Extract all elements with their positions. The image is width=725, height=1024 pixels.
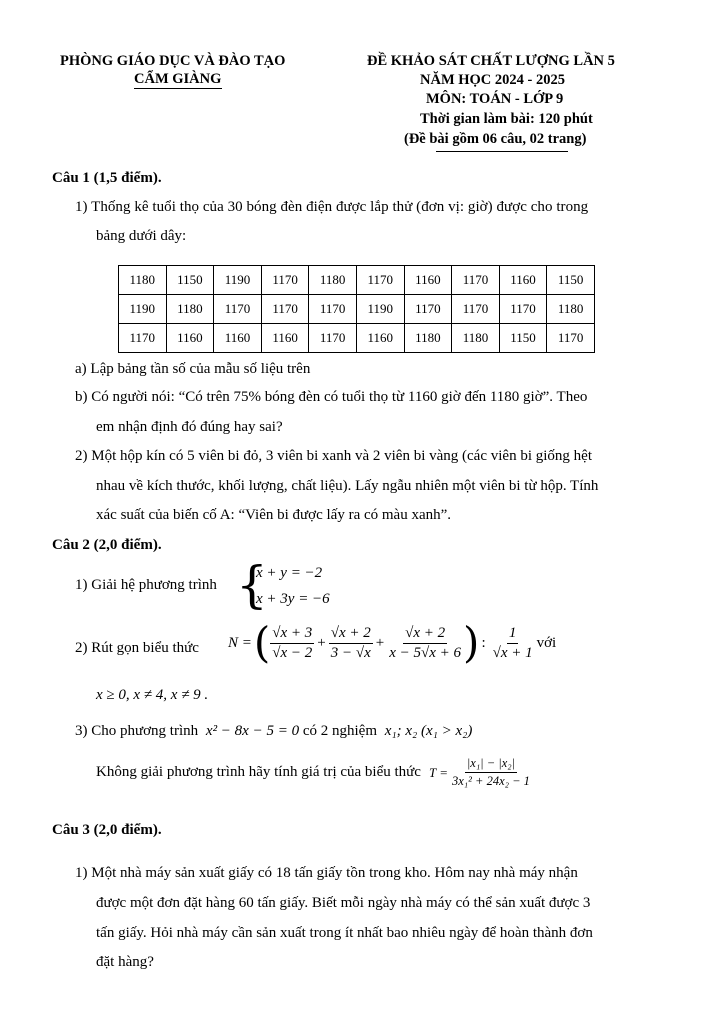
exam-time: Thời gian làm bài: 120 phút xyxy=(420,111,593,127)
fraction-denominator: 3 − √x xyxy=(330,644,371,661)
table-cell: 1170 xyxy=(309,324,357,353)
table-cell: 1170 xyxy=(261,295,309,324)
table-cell: 1190 xyxy=(214,266,262,295)
t-lhs: T = xyxy=(428,764,448,780)
q1-part1-line2: bảng dưới dây: xyxy=(96,228,187,244)
table-cell: 1170 xyxy=(404,295,452,324)
table-cell: 1160 xyxy=(356,324,404,353)
q2-part2-label: 2) Rút gọn biểu thức xyxy=(75,640,199,656)
q2-part3-line2 xyxy=(96,756,532,789)
fraction-numerator: |x₁| − |x₂| xyxy=(465,756,517,773)
question-1-title: Câu 1 (1,5 điểm). xyxy=(52,170,162,186)
q2-part3-line1 xyxy=(75,723,472,740)
table-cell: 1180 xyxy=(166,295,214,324)
table-cell: 1160 xyxy=(214,324,262,353)
n-lhs: N = xyxy=(228,634,252,651)
question-3-title: Câu 3 (2,0 điểm). xyxy=(52,822,162,838)
fraction-numerator: √x + 2 xyxy=(329,625,373,644)
table-row xyxy=(119,266,595,295)
table-cell: 1170 xyxy=(356,266,404,295)
with-word: với xyxy=(536,634,557,651)
right-paren: ) xyxy=(463,618,480,667)
q1-part2-line3: xác suất của biến cố A: “Viên bi được lấy ra có màu xanh”. xyxy=(96,507,452,523)
table-cell: 1160 xyxy=(166,324,214,353)
q1-part-b-line2: em nhận định đó đúng hay sai? xyxy=(96,419,283,435)
q1-part-a: a) Lập bảng tần số của mẫu số liệu trên xyxy=(75,361,311,377)
exam-title: ĐỀ KHẢO SÁT CHẤT LƯỢNG LẦN 5 xyxy=(367,53,615,69)
table-row xyxy=(119,324,595,353)
system-equation-1: x + y = −2 xyxy=(256,565,323,581)
table-row xyxy=(119,295,595,324)
q2-part3-text: Không giải phương trình hãy tính giá trị của biểu thức xyxy=(96,764,421,780)
q1-part-b-line1: b) Có người nói: “Có trên 75% bóng đèn có tuổi thọ từ 1160 giờ đến 1180 giờ”. Theo xyxy=(75,389,588,405)
fraction-denominator: √x + 1 xyxy=(492,644,533,661)
q1-part1-line1: 1) Thống kê tuổi thọ của 30 bóng đèn điện được lắp thử (đơn vị: giờ) được cho trong xyxy=(75,199,589,215)
pages-note-underline xyxy=(436,151,568,152)
division-sign: : xyxy=(481,634,486,651)
pages-note: (Đề bài gồm 06 câu, 02 trang) xyxy=(404,131,587,147)
q3-part1-line2: được một đơn đặt hàng 60 tấn giấy. Biết mỗi ngày nhà máy có thể sản xuất được 3 xyxy=(96,895,591,911)
roots-notation: x₁; x₂ (x₁ > x₂) xyxy=(384,723,473,739)
q3-part1-line1: 1) Một nhà máy sản xuất giấy có 18 tấn giấy tồn trong kho. Hôm nay nhà máy nhận xyxy=(75,865,578,881)
district-underline xyxy=(134,88,222,89)
fraction-numerator: √x + 2 xyxy=(403,625,447,644)
left-paren: ( xyxy=(253,618,271,667)
fraction-numerator: √x + 3 xyxy=(270,625,314,644)
fraction-t xyxy=(450,756,532,789)
table-cell: 1170 xyxy=(119,324,167,353)
district-name: CẨM GIÀNG xyxy=(134,71,222,87)
question-2-title: Câu 2 (2,0 điểm). xyxy=(52,537,162,553)
table-cell: 1170 xyxy=(452,295,500,324)
table-cell: 1170 xyxy=(499,295,547,324)
table-cell: 1170 xyxy=(309,295,357,324)
table-cell: 1170 xyxy=(452,266,500,295)
table-cell: 1180 xyxy=(404,324,452,353)
quadratic-equation: x² − 8x − 5 = 0 xyxy=(205,723,300,739)
q3-part1-line4: đặt hàng? xyxy=(96,954,154,970)
system-equation-2: x + 3y = −6 xyxy=(256,591,330,607)
table-cell: 1160 xyxy=(499,266,547,295)
table-cell: 1190 xyxy=(119,295,167,324)
table-cell: 1160 xyxy=(261,324,309,353)
expression-n xyxy=(228,618,557,667)
fraction-denominator: √x − 2 xyxy=(272,644,313,661)
plus-sign: + xyxy=(375,634,385,651)
fraction-2 xyxy=(329,625,373,662)
table-cell: 1150 xyxy=(166,266,214,295)
subject: MÔN: TOÁN - LỚP 9 xyxy=(426,91,564,107)
fraction-4 xyxy=(491,625,535,662)
table-cell: 1180 xyxy=(452,324,500,353)
table-cell: 1170 xyxy=(214,295,262,324)
q1-part2-line1: 2) Một hộp kín có 5 viên bi đỏ, 3 viên bi xanh và 2 viên bi vàng (các viên bi giống hệt xyxy=(75,448,592,464)
school-year: NĂM HỌC 2024 - 2025 xyxy=(420,72,565,88)
table-cell: 1190 xyxy=(356,295,404,324)
fraction-3 xyxy=(387,625,463,662)
department-name: PHÒNG GIÁO DỤC VÀ ĐÀO TẠO xyxy=(60,53,286,69)
table-cell: 1180 xyxy=(119,266,167,295)
fraction-1 xyxy=(270,625,314,662)
table-cell: 1160 xyxy=(404,266,452,295)
fraction-numerator: 1 xyxy=(507,625,519,644)
plus-sign: + xyxy=(317,634,326,651)
fraction-denominator: 3x₁² + 24x₂ − 1 xyxy=(452,774,530,788)
q2-part3-label: 3) Cho phương trình xyxy=(75,723,199,739)
table-cell: 1150 xyxy=(547,266,595,295)
roots-text: có 2 nghiệm xyxy=(302,723,377,739)
expression-conditions: x ≥ 0, x ≠ 4, x ≠ 9 . xyxy=(96,687,209,703)
table-cell: 1170 xyxy=(261,266,309,295)
table-cell: 1150 xyxy=(499,324,547,353)
q3-part1-line3: tấn giấy. Hỏi nhà máy cần sản xuất trong ít nhất bao nhiêu ngày để hoàn thành đơn xyxy=(96,925,593,941)
lifetime-data-table xyxy=(118,265,595,353)
system-brace: { xyxy=(236,556,268,614)
table-cell: 1170 xyxy=(547,324,595,353)
table-cell: 1180 xyxy=(309,266,357,295)
table-cell: 1180 xyxy=(547,295,595,324)
fraction-denominator: x − 5√x + 6 xyxy=(389,644,462,661)
q1-part2-line2: nhau về kích thước, khối lượng, chất liệu). Lấy ngẫu nhiên một viên bi từ hộp. Tính xyxy=(96,478,599,494)
q2-part1-label: 1) Giải hệ phương trình xyxy=(75,577,217,593)
